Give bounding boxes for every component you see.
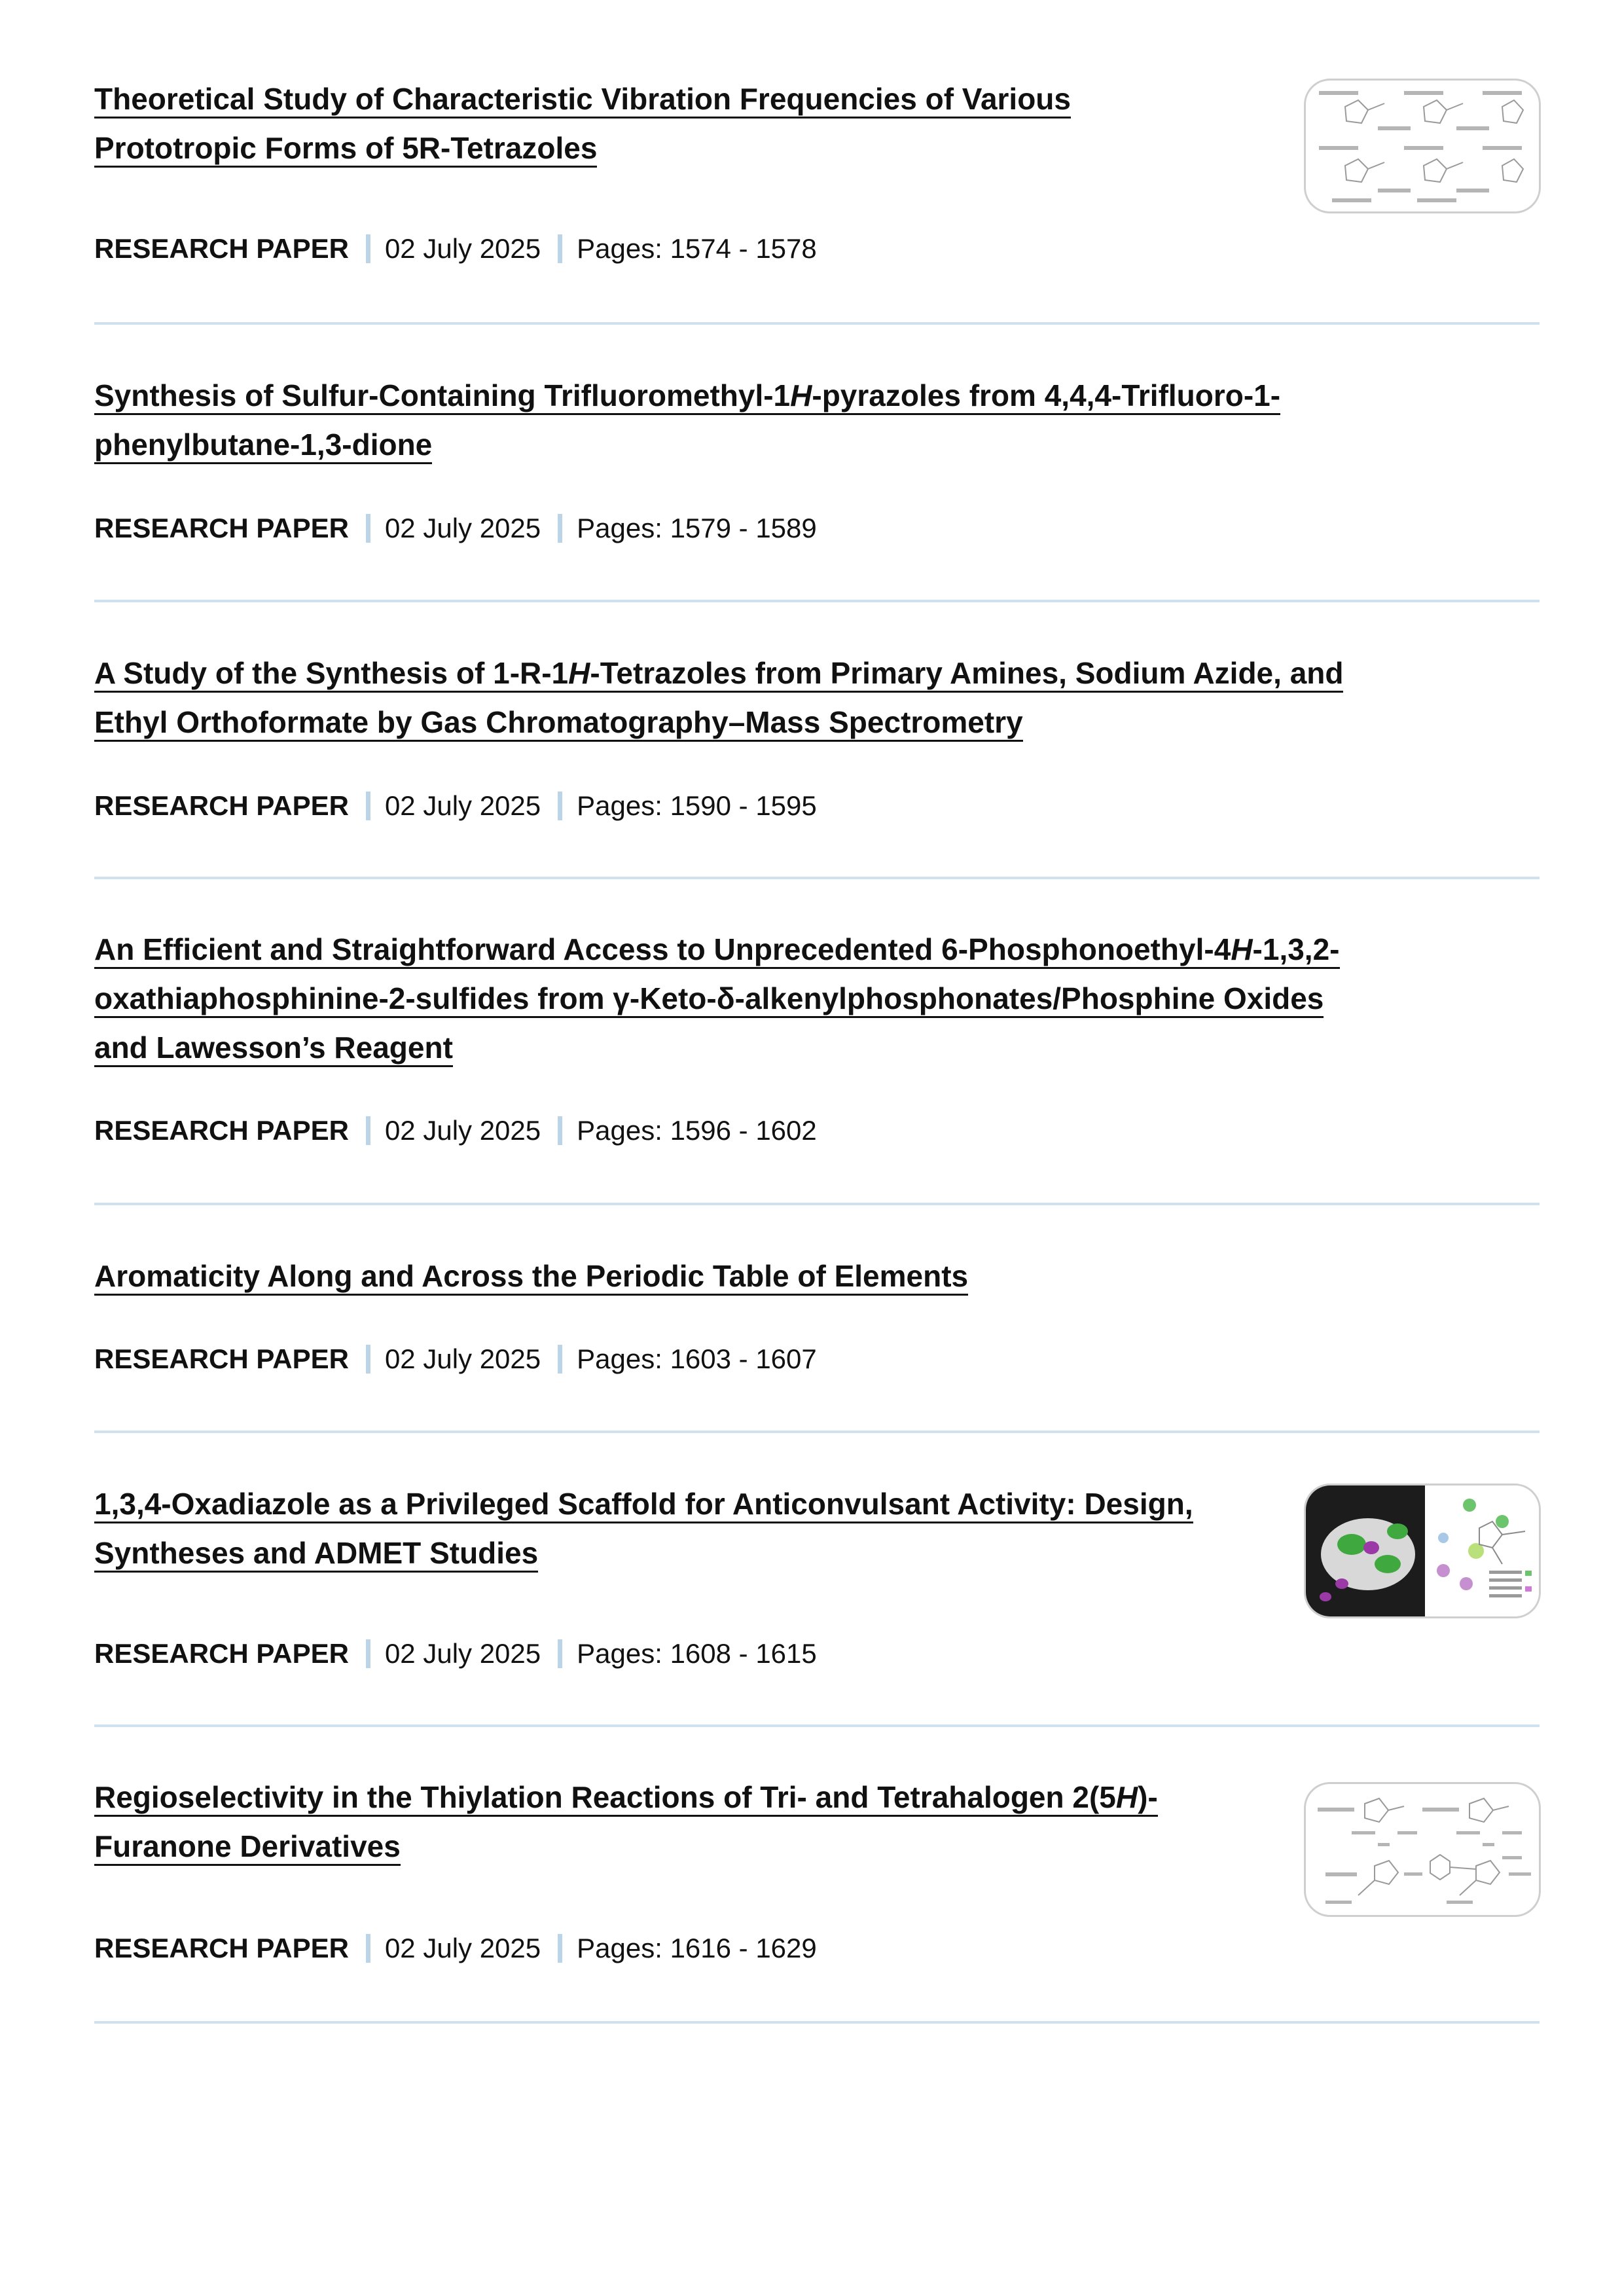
article-type: RESEARCH PAPER bbox=[94, 513, 349, 543]
article-title: 1,3,4-Oxadiazole as a Privileged Scaffold for Anticonvulsant Activity: Design, Syntheses and ADMET Studies bbox=[94, 1487, 1193, 1573]
meta-separator bbox=[366, 1116, 370, 1145]
article-type: RESEARCH PAPER bbox=[94, 1638, 349, 1669]
meta-separator bbox=[558, 514, 562, 543]
meta-separator bbox=[558, 1639, 562, 1668]
article-title-link[interactable] bbox=[94, 75, 1207, 173]
meta-separator bbox=[366, 1934, 370, 1963]
divider bbox=[94, 1203, 1540, 1205]
article-date: 02 July 2025 bbox=[384, 233, 541, 264]
article-title-link[interactable] bbox=[94, 1773, 1207, 1871]
divider bbox=[94, 600, 1540, 602]
meta-separator bbox=[558, 1116, 562, 1145]
article-title-link[interactable] bbox=[94, 1480, 1207, 1578]
article-title-link[interactable] bbox=[94, 925, 1351, 1072]
meta-separator bbox=[558, 1345, 562, 1374]
meta-separator bbox=[558, 1934, 562, 1963]
article-title-link[interactable] bbox=[94, 371, 1351, 469]
article-date: 02 July 2025 bbox=[384, 1343, 541, 1374]
article-item bbox=[94, 925, 1540, 1174]
article-pages: Pages: 1574 - 1578 bbox=[577, 233, 817, 264]
docking-interaction-thumbnail[interactable] bbox=[1304, 1484, 1541, 1618]
article-pages: Pages: 1596 - 1602 bbox=[577, 1115, 817, 1146]
article-meta bbox=[94, 511, 817, 545]
article-date: 02 July 2025 bbox=[384, 1115, 541, 1146]
divider bbox=[94, 1430, 1540, 1433]
molecule-diagram-icon bbox=[1306, 81, 1539, 211]
article-date: 02 July 2025 bbox=[384, 790, 541, 821]
article-title-link[interactable] bbox=[94, 649, 1351, 747]
article-pages: Pages: 1603 - 1607 bbox=[577, 1343, 817, 1374]
article-title: Aromaticity Along and Across the Periodic Table of Elements bbox=[94, 1259, 968, 1296]
article-pages: Pages: 1616 - 1629 bbox=[577, 1933, 817, 1963]
article-meta bbox=[94, 232, 817, 266]
divider bbox=[94, 322, 1540, 325]
article-meta bbox=[94, 1931, 817, 1965]
article-date: 02 July 2025 bbox=[384, 1638, 541, 1669]
article-type: RESEARCH PAPER bbox=[94, 1115, 349, 1146]
article-item bbox=[94, 649, 1540, 845]
article-date: 02 July 2025 bbox=[384, 513, 541, 543]
article-title: A Study of the Synthesis of 1-R-1H-Tetrazoles from Primary Amines, Sodium Azide, and Ethyl Orthoformate by Gas Chromatography–Mass Spectrometry bbox=[94, 656, 1343, 742]
article-title: Regioselectivity in the Thiylation Reactions of Tri- and Tetrahalogen 2(5H)-Furanone Derivatives bbox=[94, 1780, 1158, 1866]
divider bbox=[94, 877, 1540, 879]
vibration-structures-thumbnail[interactable] bbox=[1304, 79, 1541, 213]
article-meta bbox=[94, 789, 817, 823]
article-item bbox=[94, 1252, 1540, 1402]
meta-separator bbox=[366, 234, 370, 263]
article-title-link[interactable] bbox=[94, 1252, 1351, 1301]
article-pages: Pages: 1608 - 1615 bbox=[577, 1638, 817, 1669]
divider bbox=[94, 2021, 1540, 2024]
article-type: RESEARCH PAPER bbox=[94, 1933, 349, 1963]
article-meta bbox=[94, 1342, 817, 1376]
article-title: Synthesis of Sulfur-Containing Trifluoromethyl-1H-pyrazoles from 4,4,4-Trifluoro-1-phenylbutane-1,3-dione bbox=[94, 378, 1280, 464]
article-type: RESEARCH PAPER bbox=[94, 233, 349, 264]
divider bbox=[94, 1724, 1540, 1727]
article-pages: Pages: 1590 - 1595 bbox=[577, 790, 817, 821]
meta-separator bbox=[366, 514, 370, 543]
article-item bbox=[94, 371, 1540, 568]
article-title: Theoretical Study of Characteristic Vibration Frequencies of Various Prototropic Forms of 5R-Tetrazoles bbox=[94, 82, 1071, 168]
docking-image-icon bbox=[1306, 1485, 1539, 1616]
article-pages: Pages: 1579 - 1589 bbox=[577, 513, 817, 543]
article-title: An Efficient and Straightforward Access to Unprecedented 6-Phosphonoethyl-4H-1,3,2-oxathiaphosphinine-2-sulfides from γ-Keto-δ-alkenylphosphonates/Phosphine Oxides and Lawesson’s Reagent bbox=[94, 932, 1340, 1067]
article-type: RESEARCH PAPER bbox=[94, 790, 349, 821]
article-type: RESEARCH PAPER bbox=[94, 1343, 349, 1374]
meta-separator bbox=[366, 1639, 370, 1668]
furanone-structures-thumbnail[interactable] bbox=[1304, 1782, 1541, 1917]
molecule-diagram-icon bbox=[1306, 1784, 1539, 1915]
meta-separator bbox=[558, 792, 562, 820]
meta-separator bbox=[366, 792, 370, 820]
article-meta bbox=[94, 1114, 817, 1148]
meta-separator bbox=[558, 234, 562, 263]
article-date: 02 July 2025 bbox=[384, 1933, 541, 1963]
article-meta bbox=[94, 1637, 817, 1671]
meta-separator bbox=[366, 1345, 370, 1374]
